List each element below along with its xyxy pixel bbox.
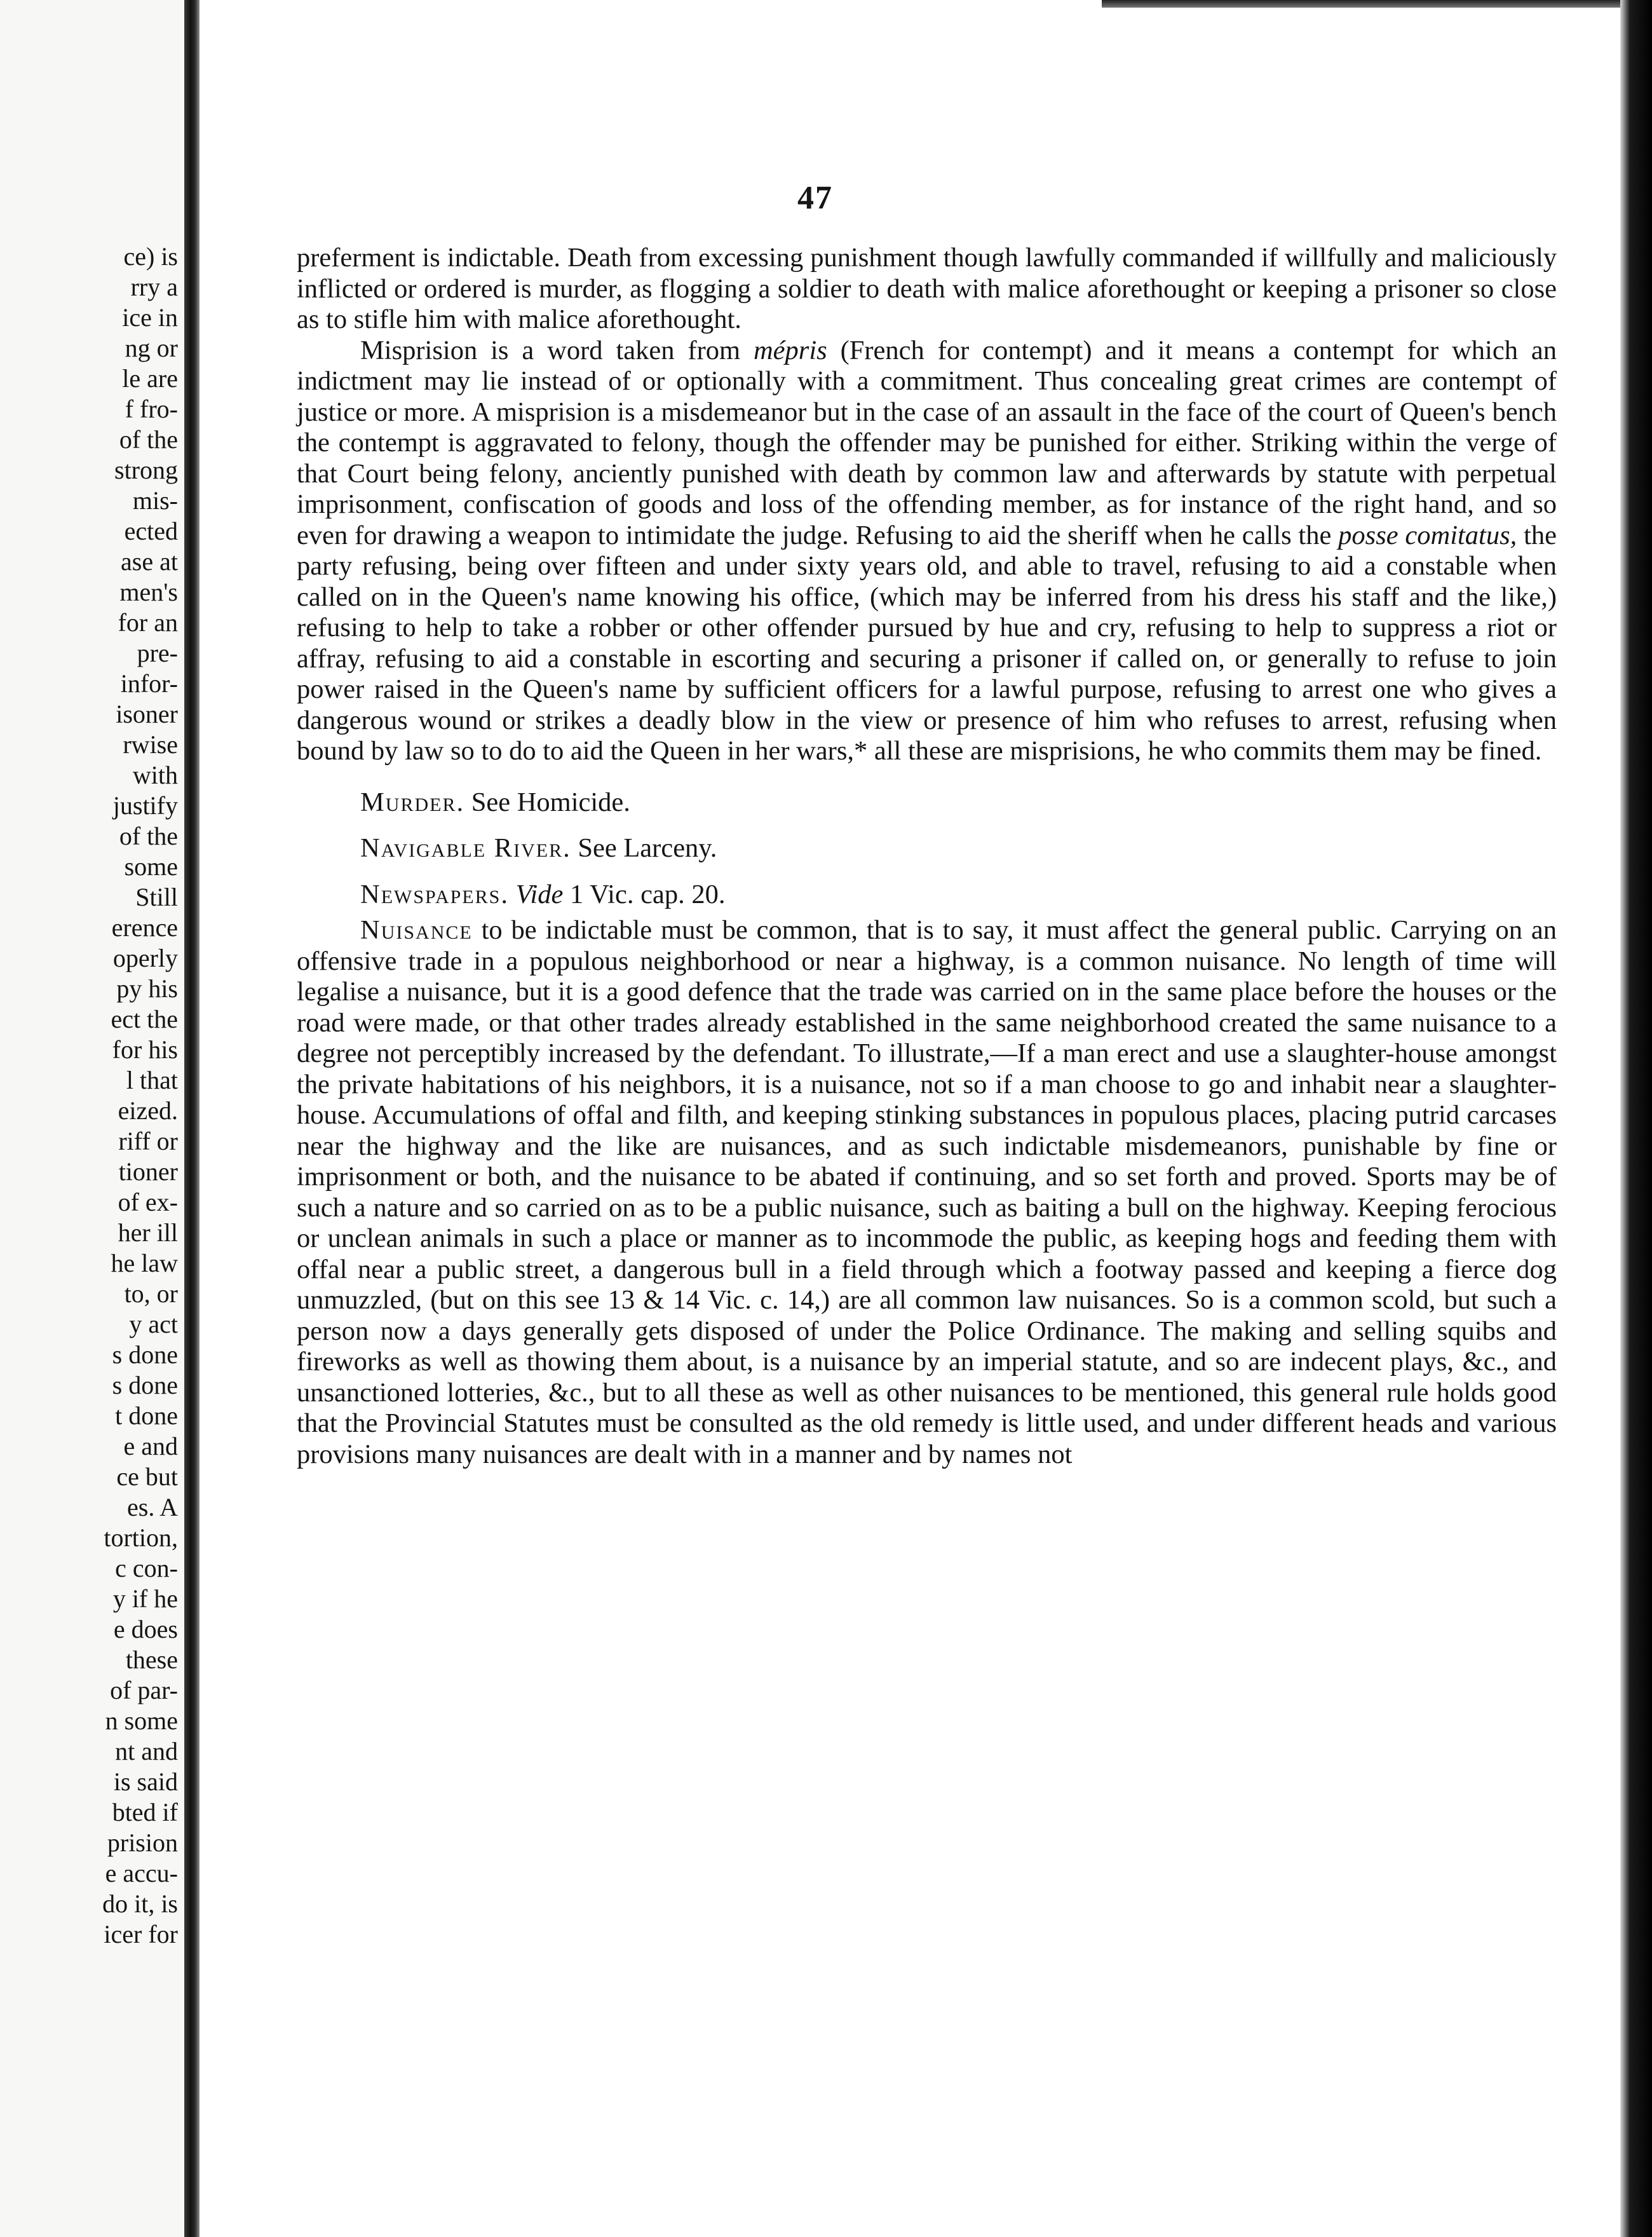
left-fragment-line: ng or [125,334,178,362]
left-fragment-line: ect the [111,1005,178,1033]
paragraph-misprision [297,336,1557,767]
left-fragment-line: strong [114,456,178,484]
left-fragment-line: with [132,761,178,789]
left-fragment-line: operly [112,944,178,972]
left-fragment-line: of par- [110,1676,178,1704]
entry-navigable-text: See Larceny. [571,833,717,863]
left-fragment-line: for an [118,608,178,637]
left-fragment-line: these [125,1645,178,1674]
left-fragment-line: eized. [118,1096,178,1125]
entry-newspapers-head: Newspapers. [360,879,509,909]
misprision-italic-mepris: mépris [753,335,827,365]
left-fragment-line: men's [119,578,178,606]
misprision-text-2: (French for contempt) and it means a contempt for which an indictment may lie instead of or optionally with a commitment. Thus concealing great crimes are contempt of justice or more. A misprision is a misdemeanor but in the case of an assault in the face of the court of Queen's bench the contempt is aggravated to felony, though the offender may be punished for either. Striking within the verge of that Court being felony, anciently punished with death by common law and afterwards by statute with perpetual imprisonment, confiscation of goods and loss of the offending member, as for instance of the right hand, and so even for drawing a weapon to intimidate the judge. Refusing to aid the sheriff when he calls the [297,335,1557,550]
left-fragment-line: py his [116,974,178,1003]
left-fragment-line: riff or [118,1127,178,1155]
misprision-text-1: Misprision is a word taken from [360,335,754,365]
entry-newspapers-vide: Vide [515,879,564,909]
left-fragment-line: tortion, [104,1523,178,1552]
entry-murder [297,787,1557,819]
left-fragment-line: mis- [132,486,178,515]
left-fragment-line: ase at [121,547,178,576]
left-fragment-line: isoner [116,700,178,728]
entry-murder-text: See Homicide. [464,787,630,817]
left-fragment-line: her ill [118,1218,178,1247]
right-page [200,0,1620,2237]
left-fragment-line: is said [113,1767,178,1796]
entry-newspapers [297,880,1557,911]
left-fragment-line: s done [112,1371,178,1399]
page-body [297,243,1557,1470]
left-fragment-line: to, or [124,1279,178,1308]
left-fragment-line: n some [105,1706,178,1735]
left-fragment-line: bted if [112,1798,178,1826]
left-fragment-line: of ex- [118,1188,178,1216]
left-fragment-line: e accu- [105,1859,178,1887]
paragraph-nuisance [297,915,1557,1470]
misprision-text-3: the party refusing, being over fifteen and under sixty years old, and able to travel, refusing to aid a constable when called on in the Queen's name knowing his office, (which may be inferred from his dress his staff and the like,) refusing to help to take a robber or other offender pursued by hue and cry, refusing to help to suppress a riot or affray, refusing to aid a constable in escorting and securing a prisoner if called on, or generally to refuse to join power raised in the Queen's name by sufficient officers for a lawful purpose, refusing to arrest one who gives a dangerous wound or strikes a deadly blow in the view or presence of him who refuses to arrest, refusing when bound by law so to do to aid the Queen in her wars,* all these are misprisions, he who commits them may be fined. [297,520,1557,766]
book-gutter [184,0,200,2237]
left-fragment-line: rry a [130,273,178,301]
entry-newspapers-text: 1 Vic. cap. 20. [563,879,726,909]
entry-murder-head: Murder. [360,787,465,817]
left-fragment-line: for his [112,1035,178,1064]
left-fragment-line: e does [113,1615,178,1643]
left-fragment-line: e and [123,1432,178,1460]
nuisance-head: Nuisance [360,915,473,945]
left-fragment-line: nt and [115,1737,178,1765]
page-number: 47 [797,180,833,216]
left-fragment-line: prision [107,1828,178,1857]
left-fragment-line: t done [115,1401,178,1430]
left-fragment-line: ce but [116,1462,178,1491]
left-fragment-line: ce) is [123,242,178,271]
nuisance-text: to be indictable must be common, that is to say, it must affect the general public. Carrying on an offensive trade in a populous neighborhood or near a highway, is a common nuisance. No length of time will legalise a nuisance, but it is a good defence that the trade was carried on in the same place before the houses or the road were made, or that other trades already established in the same neighborhood created the same nuisance to a degree not perceptibly increased by the defendant. To illustrate,—If a man erect and use a slaughter-house amongst the private habitations of his neighbors, it is a nuisance, not so if a man choose to go and inhabit near a slaughter-house. Accumulations of offal and filth, and keeping stinking substances in populous places, placing putrid carcases near the highway and the like are nuisances, and as such indictable misdemeanors, punishable by fine or imprisonment or both, and the nuisance to be abated if continuing, and so set forth and proved. Sports may be of such a nature and so carried on as to be a public nuisance, such as baiting a bull on the highway. Keeping ferocious or unclean animals in such a place or manner as to incommode the public, as keeping hogs and feeding them with offal near a public street, a dangerous bull in a field through which a footway passed and keeping a fierce dog unmuzzled, (but on this see 13 & 14 Vic. c. 14,) are all common law nuisances. So is a common scold, but such a person now a days generally gets disposed of under the Police Ordinance. The making and selling squibs and fireworks as well as thowing them about, is a nuisance by an imperial statute, and so are indecent plays, &c., and unsanctioned lotteries, &c., but to all these as well as other nuisances to be mentioned, this general rule holds good that the Provincial Statutes must be consulted as the old remedy is little used, and under different heads and various provisions many nuisances are dealt with in a manner and by names not [297,915,1557,1469]
left-page-fragment [0,0,184,2237]
left-fragment-line: le are [122,364,178,393]
left-fragment-line: y if he [112,1584,178,1613]
left-fragment-line: s done [112,1340,178,1369]
left-fragment-line: es. A [127,1493,178,1521]
left-page-text-column [102,241,178,1950]
entry-navigable-head: Navigable River. [360,833,571,863]
left-fragment-line: l that [126,1066,178,1094]
left-fragment-line: of the [119,425,178,454]
left-fragment-line: justify [112,791,178,820]
left-fragment-line: pre- [137,639,178,667]
left-fragment-line: some [124,852,178,881]
left-fragment-line: of the [119,822,178,850]
paragraph-preferment: preferment is indictable. Death from excessing punishment though lawfully commanded if willfully and maliciously inflicted or ordered is murder, as flogging a soldier to death with malice aforethought or keeping a prisoner so close as to stifle him with malice aforethought. [297,243,1557,334]
left-fragment-line: he law [111,1249,178,1277]
left-fragment-line: f fro- [125,395,178,423]
left-fragment-line: Still [135,883,178,911]
left-fragment-line: icer for [104,1920,178,1948]
left-fragment-line: ected [124,517,178,545]
left-fragment-line: c con- [115,1554,178,1582]
top-edge-shadow [1102,0,1620,8]
misprision-italic-posse: posse comitatus, [1338,520,1517,550]
left-fragment-line: do it, is [102,1889,178,1918]
entry-navigable-river [297,833,1557,864]
left-fragment-line: infor- [120,669,178,698]
left-fragment-line: ice in [122,303,178,332]
left-fragment-line: rwise [123,730,178,759]
left-fragment-line: tioner [118,1157,178,1186]
right-edge-shadow [1620,0,1652,2237]
left-fragment-line: erence [111,913,178,942]
left-fragment-line: y act [129,1310,178,1338]
